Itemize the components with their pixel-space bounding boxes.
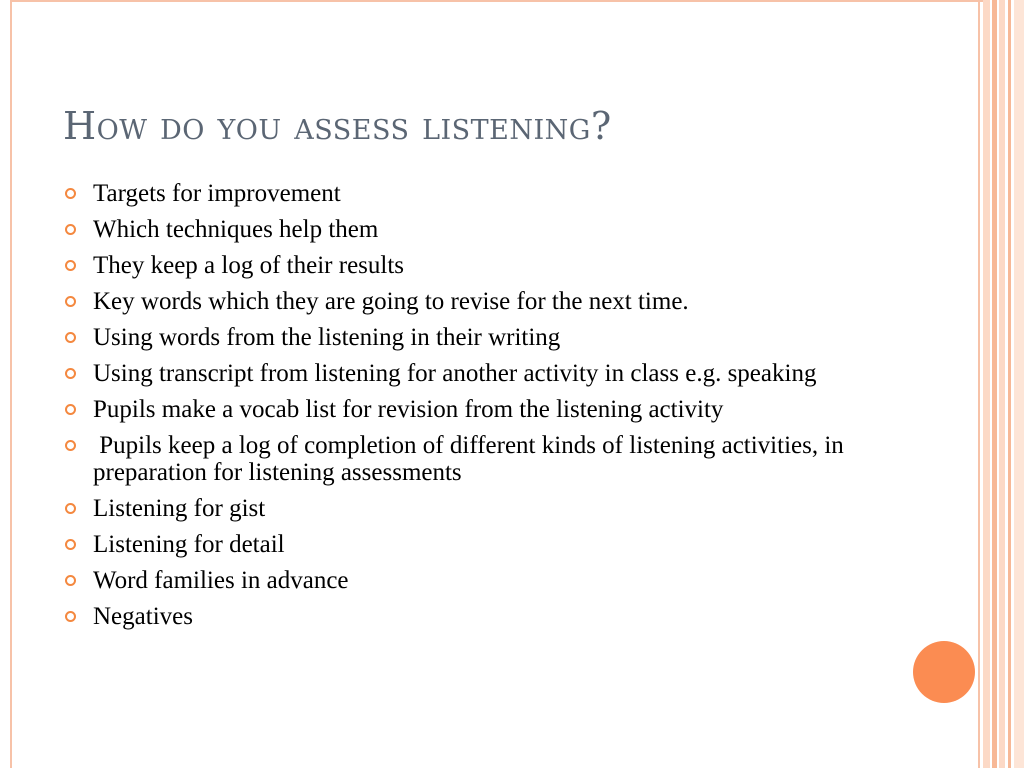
- bullet-text: They keep a log of their results: [93, 252, 405, 279]
- bullet-item: [63, 216, 883, 243]
- bullet-text: Using transcript from listening for another activity in class e.g. speaking: [93, 360, 817, 387]
- bullet-circle-icon: [65, 611, 76, 622]
- slide-title: How do you assess listening?: [63, 104, 612, 148]
- bullet-item: [63, 324, 883, 351]
- decor-stripe: [1008, 0, 1011, 768]
- decor-stripe: [992, 0, 997, 768]
- bullet-circle-icon: [65, 224, 76, 235]
- bullet-circle-icon: [65, 332, 76, 343]
- bullet-circle-icon: [65, 404, 76, 415]
- bullet-text: Negatives: [93, 603, 193, 630]
- bullet-circle-icon: [65, 539, 76, 550]
- bullet-text: Targets for improvement: [93, 180, 341, 207]
- bullet-text: Which techniques help them: [93, 216, 379, 243]
- bullet-text: Listening for gist: [93, 495, 266, 522]
- bullet-item: [63, 252, 883, 279]
- bullet-circle-icon: [65, 188, 76, 199]
- bullet-item: [63, 396, 883, 423]
- bullet-circle-icon: [65, 575, 76, 586]
- decor-stripe: [1014, 0, 1024, 768]
- bullet-item: [63, 432, 883, 486]
- decor-circle: [913, 641, 975, 703]
- bullet-text: Listening for detail: [93, 531, 285, 558]
- frame-top-border: [10, 0, 984, 2]
- decor-stripe: [983, 0, 990, 768]
- decor-stripe: [999, 0, 1005, 768]
- bullet-item: [63, 180, 883, 207]
- bullet-text: Pupils make a vocab list for revision from the listening activity: [93, 396, 724, 423]
- bullet-circle-icon: [65, 260, 76, 271]
- bullet-circle-icon: [65, 368, 76, 379]
- bullet-text: Word families in advance: [93, 567, 349, 594]
- decor-stripe: [978, 0, 980, 768]
- bullet-circle-icon: [65, 503, 76, 514]
- bullet-text: Key words which they are going to revise for the next time.: [93, 288, 689, 315]
- bullet-item: [63, 495, 883, 522]
- bullet-item: [63, 360, 883, 387]
- bullet-item: [63, 531, 883, 558]
- frame-left-border: [10, 0, 12, 768]
- bullet-text: Pupils keep a log of completion of different kinds of listening activities, in preparation for listening assessments: [93, 432, 851, 486]
- bullet-item: [63, 603, 883, 630]
- bullet-item: [63, 288, 883, 315]
- bullet-list: [63, 180, 883, 639]
- bullet-circle-icon: [65, 440, 76, 451]
- bullet-circle-icon: [65, 296, 76, 307]
- bullet-item: [63, 567, 883, 594]
- bullet-text: Using words from the listening in their writing: [93, 324, 561, 351]
